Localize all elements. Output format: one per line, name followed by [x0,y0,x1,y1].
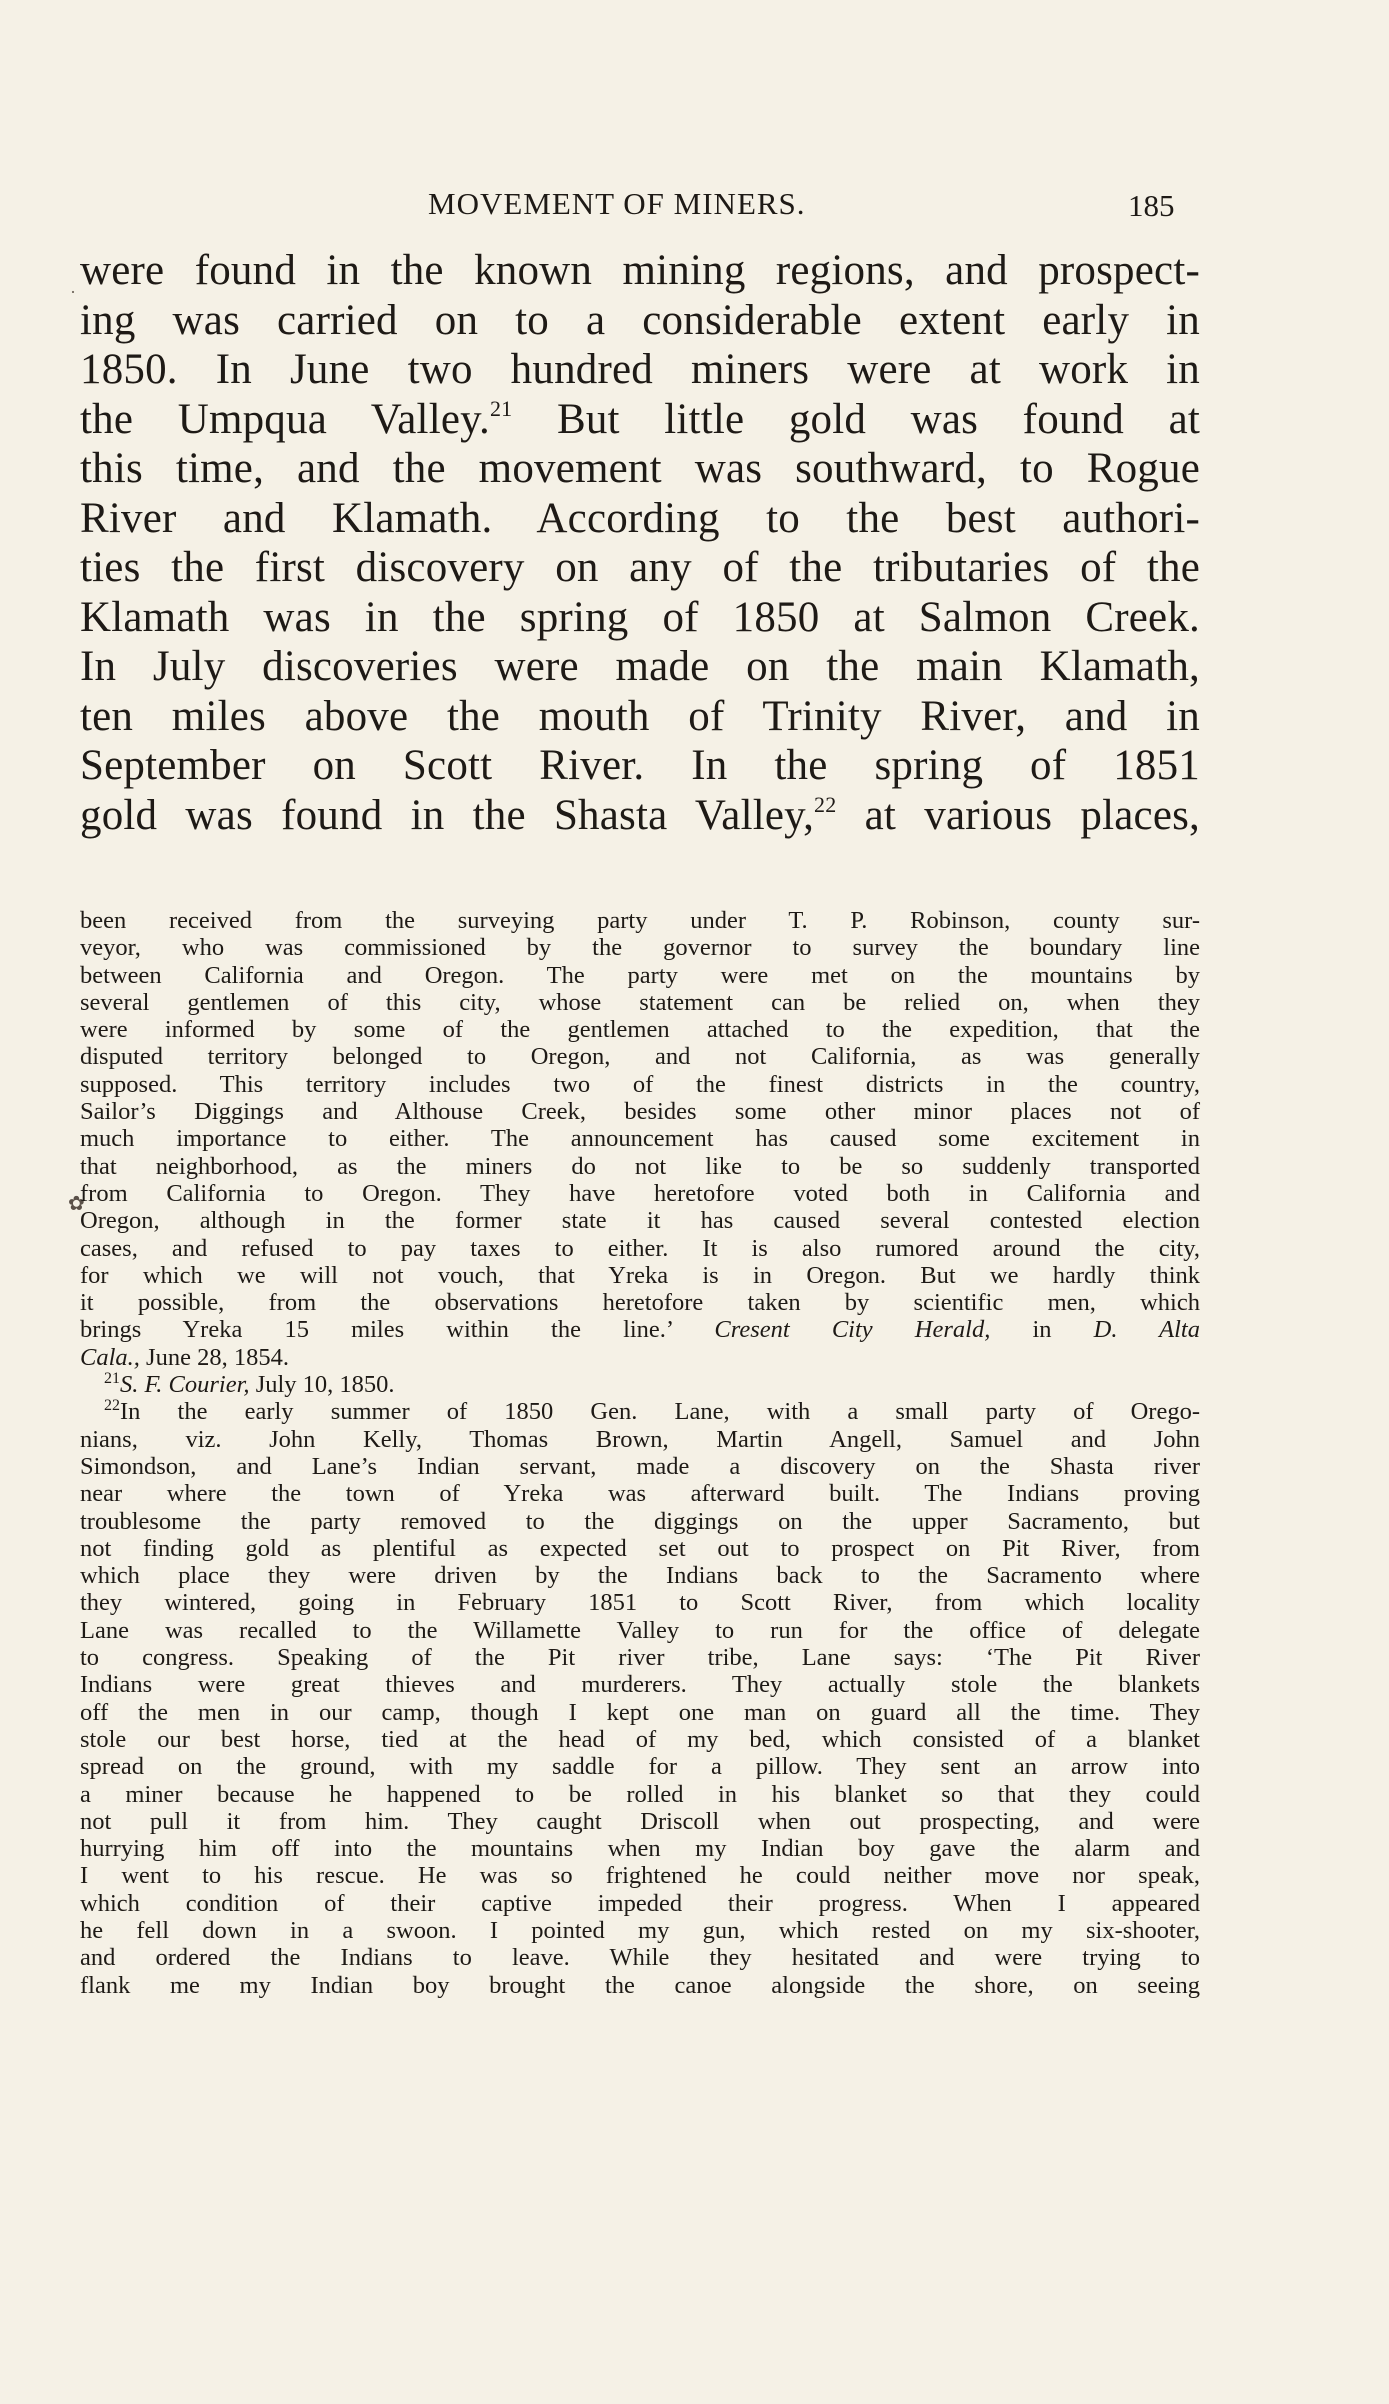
footnote-number: 22 [104,1397,120,1415]
citation-title: S. F. Courier, [120,1371,250,1399]
text-line: Klamath was in the spring of 1850 at Salmon Creek. [80,593,1200,641]
text-line: this time, and the movement was southward, to Rogue [80,445,1200,492]
footnote-line: nians, viz. John Kelly, Thomas Brown, Martin Angell, Samuel and John [80,1425,1200,1453]
footnote-line: cases, and refused to pay taxes to either. It is also rumored around the city, [80,1234,1200,1262]
footnote-line: flank me my Indian boy brought the canoe alongside the shore, on seeing [80,1971,1200,1999]
footnote-number: 21 [104,1370,120,1388]
footnote-line: which place they were driven by the Indians back to the Sacramento where [80,1562,1200,1590]
line-text: the Umpqua Valley. [80,395,490,443]
footnote-line: spread on the ground, with my saddle for a pillow. They sent an arrow into [80,1753,1200,1781]
text-line [80,791,1200,841]
footnote-line: were informed by some of the gentlemen attached to the expedition, that the [80,1016,1200,1044]
text-line: were found in the known mining regions, and prospect- [80,247,1200,294]
footnotes [80,907,1200,1999]
footnote-line: Lane was recalled to the Willamette Valley to run for the office of delegate [80,1616,1200,1644]
footnote-ref: 22 [814,791,837,817]
footnote-line: Indians were great thieves and murderers. They actually stole the blankets [80,1671,1200,1699]
text-line: September on Scott River. In the spring of 1851 [80,742,1200,789]
footnote-line: disputed territory belonged to Oregon, and not California, as was generally [80,1043,1200,1071]
text-line: ten miles above the mouth of Trinity River, and in [80,692,1200,740]
citation-title: Cresent City Herald, [714,1316,991,1344]
footnote-line: veyor, who was commissioned by the governor to survey the boundary line [80,934,1200,962]
footnote-line: troublesome the party removed to the diggings on the upper Sacramento, but [80,1507,1200,1535]
footnote-line: Oregon, although in the former state it has caused several contested election [80,1207,1200,1235]
page-header [0,186,1389,236]
footnote-text: brings Yreka 15 miles within the line.’ [80,1316,715,1344]
footnote-line: from California to Oregon. They have heretofore voted both in California and [80,1179,1200,1207]
footnote-line: not finding gold as plentiful as expected set out to prospect on Pit River, from [80,1534,1200,1562]
text-line: River and Klamath. According to the best authori- [80,494,1200,542]
margin-dot: · [70,282,76,302]
footnote-text: in [990,1316,1094,1344]
footnote-line: supposed. This territory includes two of the finest districts in the country, [80,1070,1200,1098]
footnote-line [80,1371,1200,1398]
footnote-line: that neighborhood, as the miners do not like to be so suddenly transported [80,1152,1200,1180]
footnote-text: June 28, 1854. [139,1343,289,1371]
footnote-line: near where the town of Yreka was afterward built. The Indians proving [80,1480,1200,1508]
footnote-line: several gentlemen of this city, whose statement can be relied on, when they [80,988,1200,1016]
citation-title: Cala., [80,1343,140,1371]
line-text: gold was found in the Shasta Valley, [80,791,815,839]
text-line: ties the first discovery on any of the tributaries of the [80,544,1200,591]
footnote-line: between California and Oregon. The party were met on the mountains by [80,961,1200,989]
line-text: But little gold was found at [512,395,1200,443]
text-line: In July discoveries were made on the main Klamath, [80,643,1200,690]
footnote-line: hurrying him off into the mountains when my Indian boy gave the alarm and [80,1835,1200,1863]
footnote-line: a miner because he happened to be rolled in his blanket so that they could [80,1780,1200,1808]
text-line [80,395,1200,445]
footnote-line [80,1316,1200,1343]
footnote-line: stole our best horse, tied at the head of my bed, which consisted of a blanket [80,1725,1200,1753]
footnote-line: which condition of their captive impeded their progress. When I appeared [80,1889,1200,1917]
footnote-ref: 21 [489,395,513,421]
text-line: 1850. In June two hundred miners were at work in [80,346,1200,393]
footnote-line: to congress. Speaking of the Pit river tribe, Lane says: ‘The Pit River [80,1644,1200,1672]
footnote-line: not pull it from him. They caught Driscoll when out prospecting, and were [80,1807,1200,1835]
footnote-line: for which we will not vouch, that Yreka is in Oregon. But we hardly think [80,1261,1200,1289]
footnote-text: In the early summer of 1850 Gen. Lane, with a small party of Orego- [120,1398,1200,1426]
footnote-line: off the men in our camp, though I kept one man on guard all the time. They [80,1698,1200,1726]
line-text: at various places, [836,791,1200,839]
running-head: MOVEMENT OF MINERS. [428,186,806,221]
footnote-line: much importance to either. The announcement has caused some excitement in [80,1125,1200,1153]
text-line: ing was carried on to a considerable extent early in [80,296,1200,344]
footnote-line: and ordered the Indians to leave. While they hesitated and were trying to [80,1944,1200,1972]
footnote-line [80,1344,1200,1371]
footnote-text: July 10, 1850. [249,1371,395,1399]
footnote-line: been received from the surveying party under T. P. Robinson, county sur- [80,907,1200,934]
footnote-line: Sailor’s Diggings and Althouse Creek, besides some other minor places not of [80,1098,1200,1126]
footnote-line: he fell down in a swoon. I pointed my gun, which rested on my six-shooter, [80,1916,1200,1944]
footnote-line: they wintered, going in February 1851 to Scott River, from which locality [80,1589,1200,1617]
footnote-line: it possible, from the observations heretofore taken by scientific men, which [80,1289,1200,1317]
page-number: 185 [1128,188,1175,223]
footnote-line [80,1398,1200,1425]
citation-title: D. Alta [1093,1316,1200,1344]
footnote-line: Simondson, and Lane’s Indian servant, made a discovery on the Shasta river [80,1452,1200,1480]
main-text [80,246,1200,840]
footnote-line: I went to his rescue. He was so frightened he could neither move nor speak, [80,1862,1200,1890]
margin-ornament-icon: ✿ [68,1193,85,1215]
